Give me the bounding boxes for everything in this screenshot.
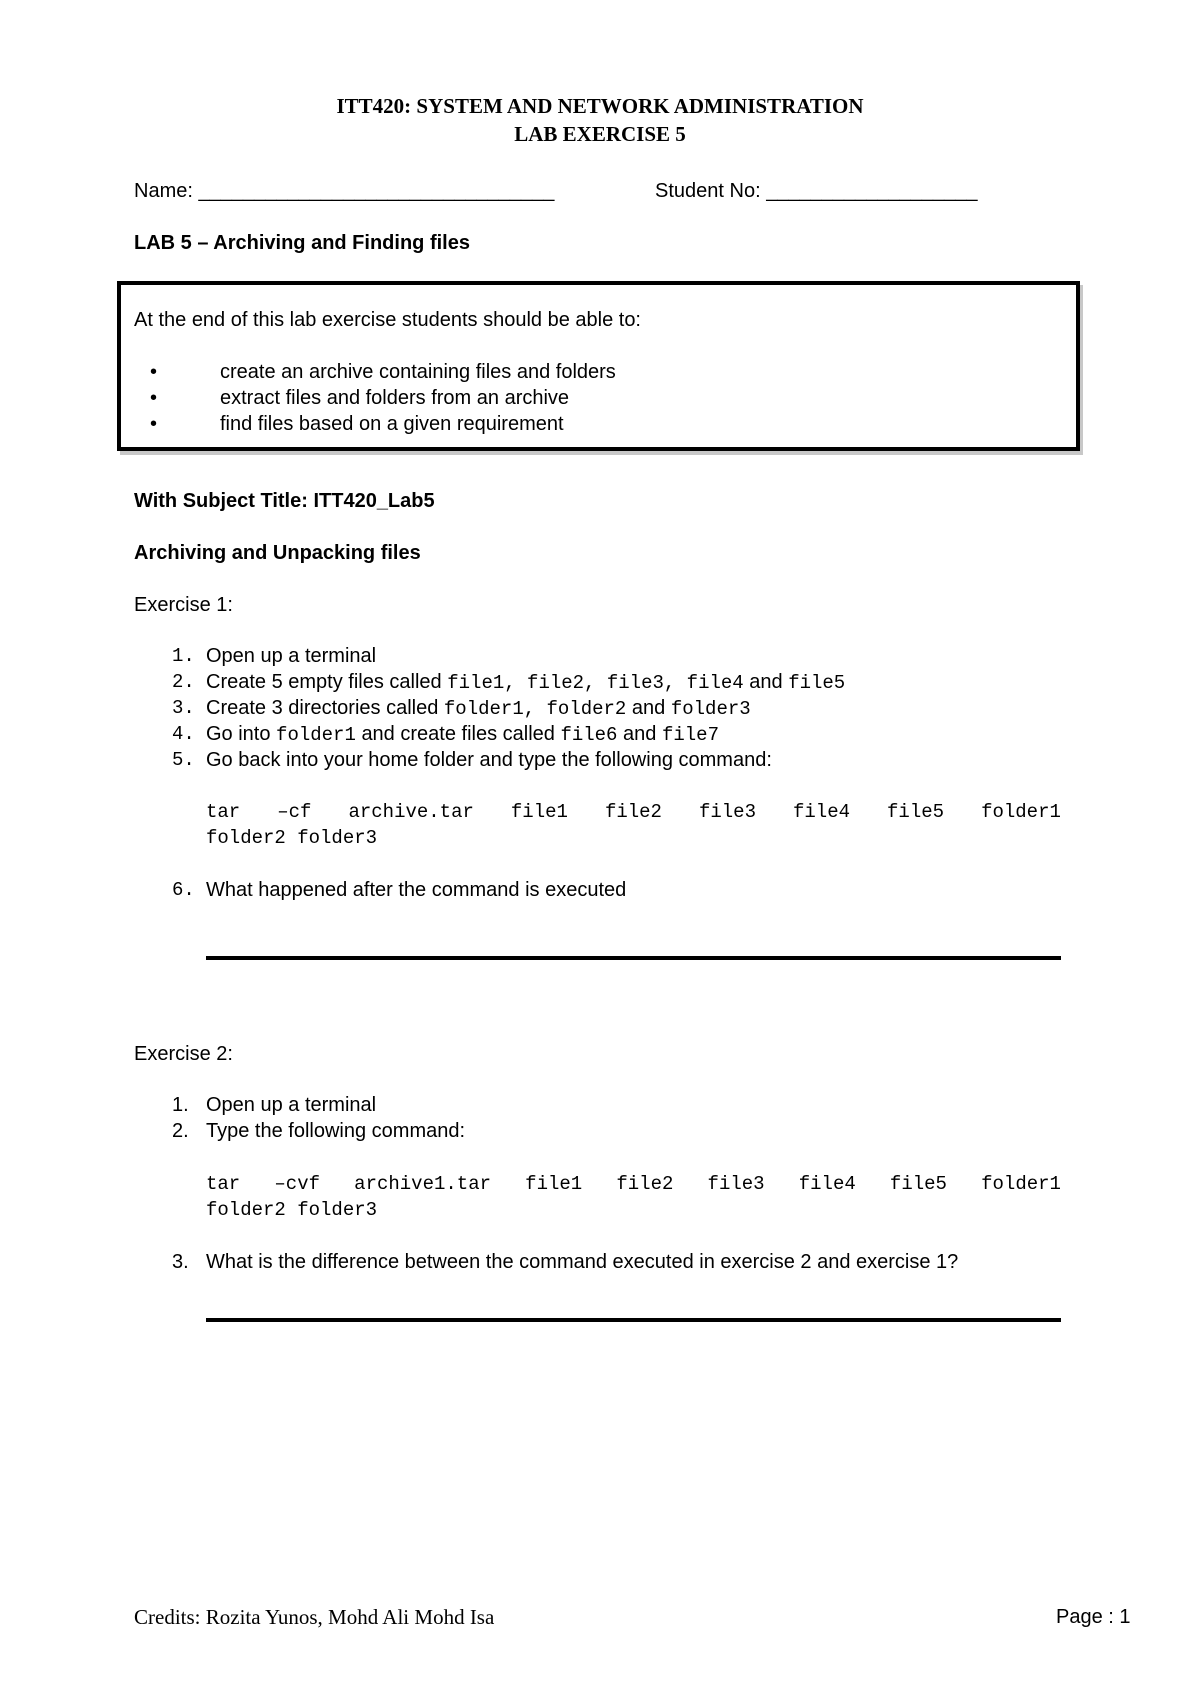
bullet-icon: •: [150, 387, 158, 409]
objective-item: [150, 361, 850, 385]
section-heading: Archiving and Unpacking files: [134, 542, 421, 564]
subject-title: With Subject Title: ITT420_Lab5: [134, 490, 435, 512]
objective-text: extract files and folders from an archive: [220, 387, 570, 409]
exercise1-command-line2: folder2 folder3: [206, 827, 378, 849]
objectives-intro: At the end of this lab exercise students should be able to:: [134, 309, 641, 331]
bullet-icon: •: [150, 413, 158, 435]
student-info-row: [134, 180, 554, 203]
lab-heading: LAB 5 – Archiving and Finding files: [134, 232, 470, 254]
exercise1-label: Exercise 1:: [134, 594, 233, 616]
student-no-blank[interactable]: ___________________: [766, 180, 978, 202]
name-blank[interactable]: ________________________________: [198, 180, 555, 202]
student-no-row: [655, 180, 978, 203]
exercise2-command-line2: folder2 folder3: [206, 1199, 378, 1221]
course-title: ITT420: SYSTEM AND NETWORK ADMINISTRATION: [336, 94, 864, 118]
footer-credits: Credits: Rozita Yunos, Mohd Ali Mohd Isa: [134, 1605, 495, 1629]
exercise1-answer-line[interactable]: [206, 956, 1061, 960]
objective-text: find files based on a given requirement: [220, 413, 564, 435]
objective-text: create an archive containing files and folders: [220, 361, 616, 383]
exercise2-answer-line[interactable]: [206, 1318, 1061, 1322]
name-label: Name:: [134, 180, 193, 202]
objective-item: [150, 387, 850, 411]
lab-exercise-title: LAB EXERCISE 5: [514, 122, 686, 146]
student-no-label: Student No:: [655, 180, 761, 202]
bullet-icon: •: [150, 361, 158, 383]
exercise2-label: Exercise 2:: [134, 1043, 233, 1065]
page-number: Page : 1: [1056, 1606, 1131, 1628]
exercise1-command-line1: tar –cf archive.tar file1 file2 file3 file4 file5 folder1: [206, 801, 1061, 823]
exercise2-command-line1: tar –cvf archive1.tar file1 file2 file3 file4 file5 folder1: [206, 1173, 1061, 1195]
objective-item: [150, 413, 850, 437]
